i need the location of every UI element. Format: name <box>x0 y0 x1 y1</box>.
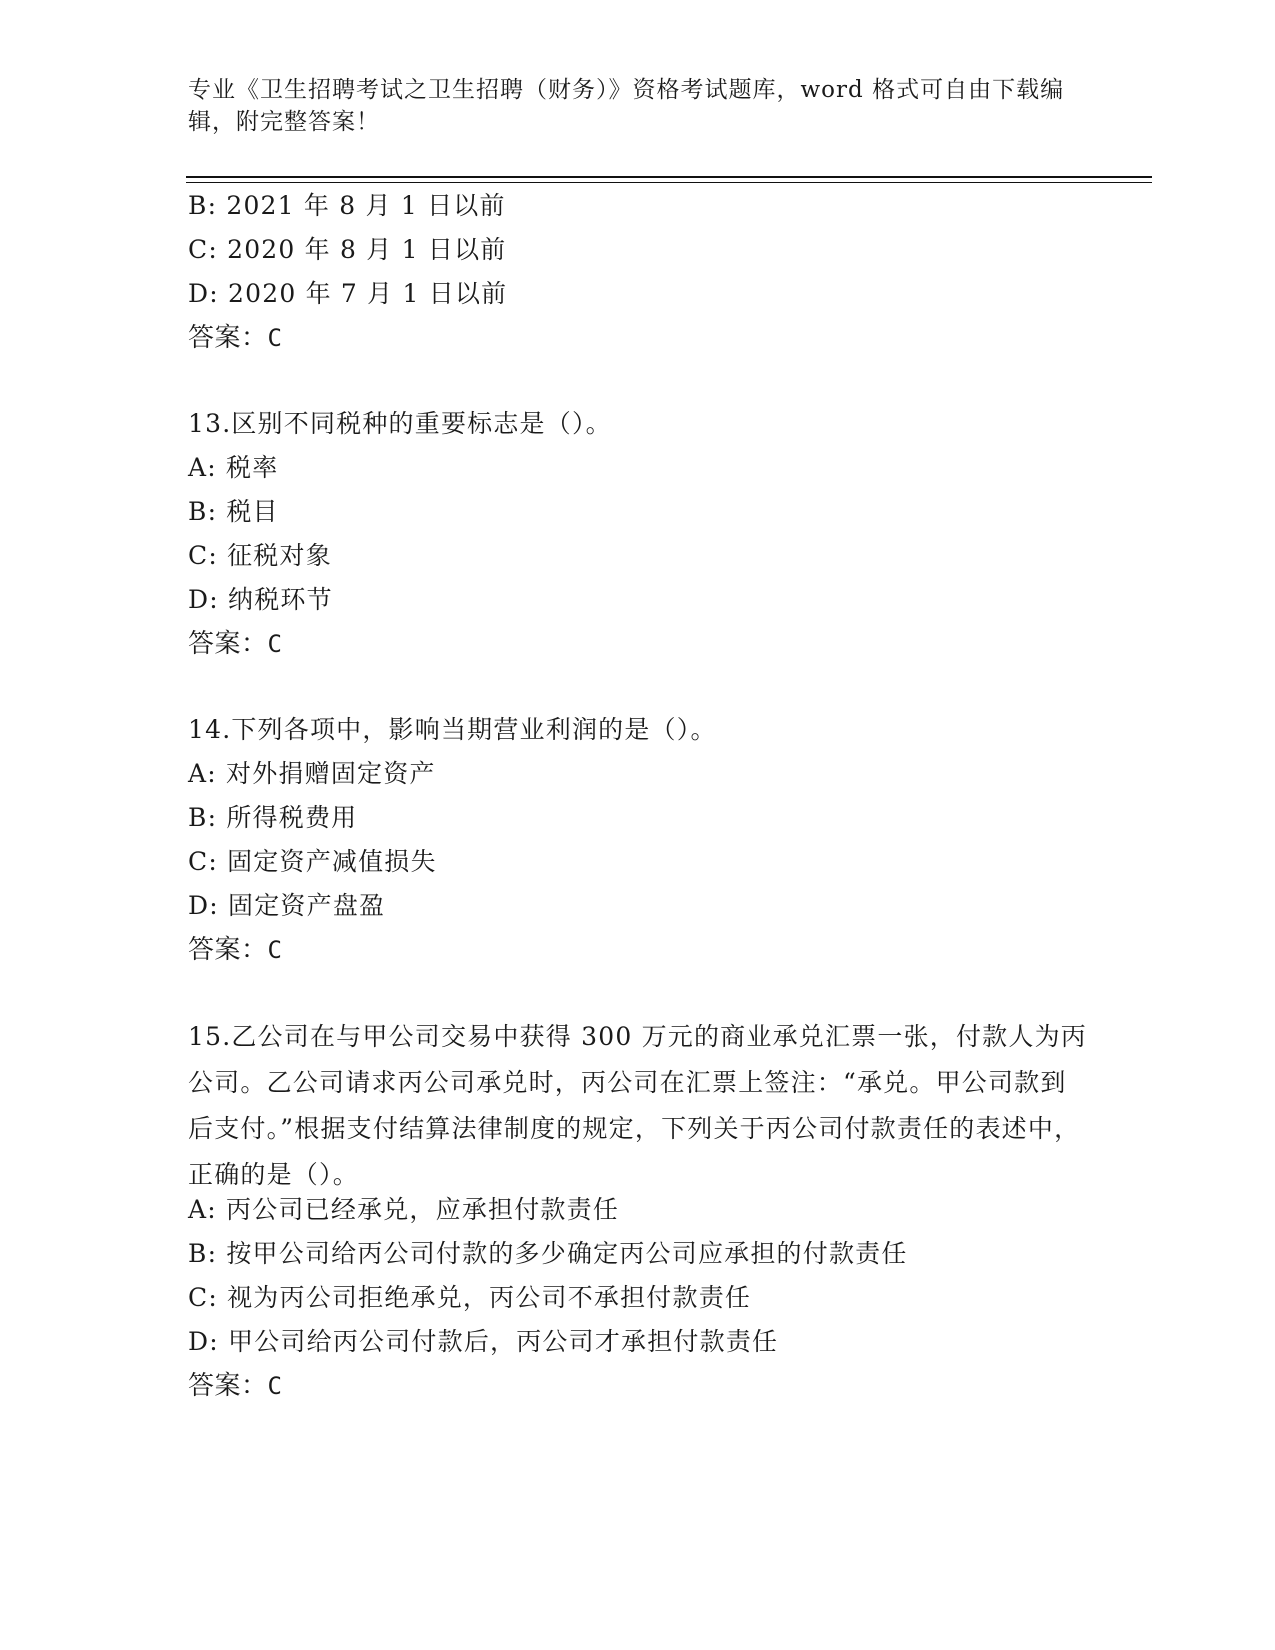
q12-option-d: D: 2020 年 7 月 1 日以前 <box>188 279 508 308</box>
q14-answer <box>188 934 282 966</box>
q12-answer <box>188 322 282 354</box>
q14-stem: 14.下列各项中，影响当期营业利润的是（）。 <box>188 715 717 744</box>
q15-option-c: C: 视为丙公司拒绝承兑，丙公司不承担付款责任 <box>188 1283 752 1312</box>
q13-option-c: C: 征税对象 <box>188 541 332 570</box>
q14-option-a: A: 对外捐赠固定资产 <box>188 759 436 788</box>
q14-option-b: B: 所得税费用 <box>188 803 358 832</box>
document-header: 专业《卫生招聘考试之卫生招聘（财务）》资格考试题库，word 格式可自由下载编辑，附完整答案！ <box>188 77 1065 135</box>
answer-label: 答案： <box>188 323 268 353</box>
header-divider-bottom <box>186 182 1152 183</box>
q15-option-b: B: 按甲公司给丙公司付款的多少确定丙公司应承担的付款责任 <box>188 1239 908 1268</box>
q12-option-c: C: 2020 年 8 月 1 日以前 <box>188 235 507 264</box>
q15-option-a: A: 丙公司已经承兑，应承担付款责任 <box>188 1195 620 1224</box>
q13-option-a: A: 税率 <box>188 453 279 482</box>
q14-option-d: D: 固定资产盘盈 <box>188 891 386 920</box>
q13-option-b: B: 税目 <box>188 497 279 526</box>
answer-value: C <box>267 630 283 658</box>
q15-option-d: D: 甲公司给丙公司付款后，丙公司才承担付款责任 <box>188 1327 779 1356</box>
answer-label: 答案： <box>188 935 268 965</box>
header-divider-top <box>186 176 1152 178</box>
q15-stem: 15.乙公司在与甲公司交易中获得 300 万元的商业承兑汇票一张，付款人为丙公司。乙公司请求丙公司承兑时，丙公司在汇票上签注：“承兑。甲公司款到后支付。”根据支付结算法律制度的规定，下列关于丙公司付款责任的表述中，正确的是（）。 <box>188 1022 1087 1189</box>
q14-option-c: C: 固定资产减值损失 <box>188 847 437 876</box>
answer-label: 答案： <box>188 1371 268 1401</box>
answer-label: 答案： <box>188 629 268 659</box>
answer-value: C <box>267 324 283 352</box>
q13-option-d: D: 纳税环节 <box>188 585 333 614</box>
q15-answer <box>188 1370 282 1402</box>
q13-stem: 13.区别不同税种的重要标志是（）。 <box>188 409 612 438</box>
q13-answer <box>188 628 282 660</box>
answer-value: C <box>267 936 283 964</box>
q12-option-b: B: 2021 年 8 月 1 日以前 <box>188 191 506 220</box>
answer-value: C <box>267 1372 283 1400</box>
